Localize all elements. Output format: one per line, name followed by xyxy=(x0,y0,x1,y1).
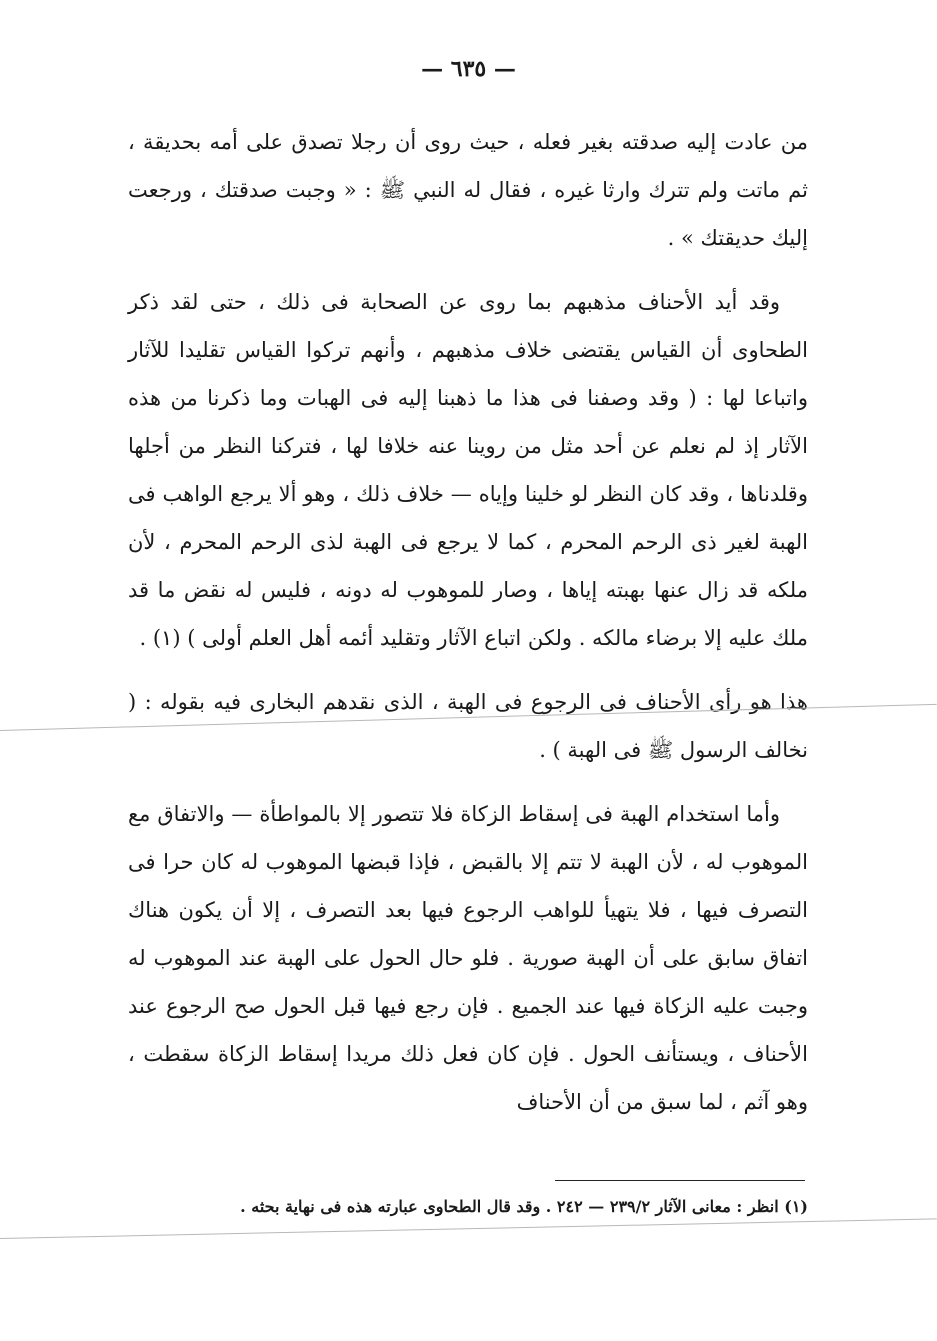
paragraph-2: وقد أيد الأحناف مذهبهم بما روى عن الصحابة فى ذلك ، حتى لقد ذكر الطحاوى أن القياس يقتضى خلاف مذهبهم ، وأنهم تركوا القياس تقليدا للآثار واتباعا لها : ( وقد وصفنا فى هذا ما ذهبنا إليه فى الهبات وما ذكرنا من هذه الآثار إذ لم نعلم عن أحد مثل من روينا عنه خلافا لها ، فتركنا النظر من أجلها وقلدناها ، وقد كان النظر لو خلينا وإياه — خلاف ذلك ، وهو ألا يرجع الواهب فى الهبة لغير ذى الرحم المحرم ، كما لا يرجع فى الهبة لذى الرحم المحرم ، لأن ملكه قد زال عنها بهبته إياها ، وصار للموهوب له دونه ، فليس له نقض ما قد ملك عليه إلا برضاء مالكه . ولكن اتباع الآثار وتقليد أئمه أهل العلم أولى ) (١) . xyxy=(128,290,808,650)
paragraph-4: وأما استخدام الهبة فى إسقاط الزكاة فلا تتصور إلا بالمواطأة — والاتفاق مع الموهوب له ، لأن الهبة لا تتم إلا بالقبض ، فإذا قبضها الموهوب له كان حرا فى التصرف فيها ، فلا يتهيأ للواهب الرجوع فيها بعد التصرف ، إلا أن يكون هناك اتفاق سابق على أن الهبة صورية . فلو حال الحول على الهبة عند الموهوب له وجبت عليه الزكاة فيها عند الجميع . فإن رجع فيها قبل الحول صح الرجوع عند الأحناف ، ويستأنف الحول . فإن كان فعل ذلك مريدا إسقاط الزكاة سقطت ، وهو آثم ، لما سبق من أن الأحناف xyxy=(128,802,808,1114)
page-number: — ٦٣٥ — xyxy=(421,56,516,82)
paragraph-1: من عادت إليه صدقته بغير فعله ، حيث روى أن رجلا تصدق على أمه بحديقة ، ثم ماتت ولم تترك وارثا غيره ، فقال له النبي ﷺ : « وجبت صدقتك ، ورجعت إليك حديقتك » . xyxy=(128,130,808,250)
main-text xyxy=(128,118,808,1142)
footnote: (١) انظر : معانى الآثار ٢٣٩/٢ — ٢٤٢ . وقد قال الطحاوى عبارته هذه فى نهاية بحثه . xyxy=(240,1197,808,1216)
footnote-divider xyxy=(555,1180,805,1181)
paragraph-3: هذا هو رأى الأحناف فى الرجوع فى الهبة ، الذى نقدهم البخارى فيه بقوله : ( نخالف الرسول ﷺ فى الهبة ) . xyxy=(128,690,808,762)
